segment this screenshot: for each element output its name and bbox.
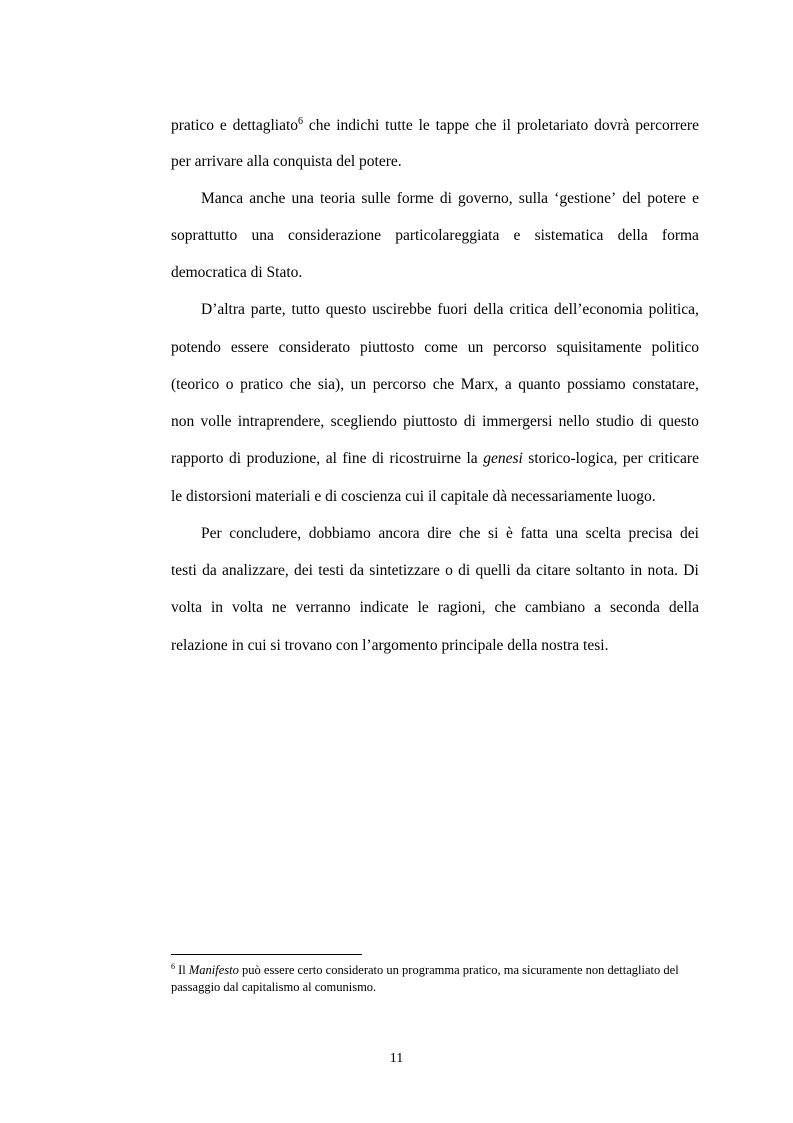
word: immergersi [482, 413, 553, 430]
word: teoria [319, 190, 356, 207]
word: Manca [201, 190, 244, 207]
word: percorso [372, 376, 427, 393]
word: studio [595, 413, 634, 430]
word: indichi [336, 117, 380, 134]
word: testi [318, 562, 345, 579]
word: che [458, 525, 481, 542]
word: di [463, 413, 476, 430]
text-line-5: democratica di Stato. [171, 264, 303, 281]
word: constatare, [632, 376, 699, 393]
footnote-line-2: passaggio dal capitalismo al comunismo. [171, 980, 377, 994]
word: sulle [361, 190, 391, 207]
word: ragioni, [437, 599, 486, 616]
word: il [502, 117, 511, 134]
text-line-7 [171, 338, 699, 358]
word: dei [679, 525, 699, 542]
word: citare [536, 562, 571, 579]
word: fuori [437, 301, 468, 318]
word: critica [509, 301, 549, 318]
word: sintetizzare [369, 562, 440, 579]
word: o [445, 562, 453, 579]
word: dobbiamo [308, 525, 371, 542]
word: percorrere [635, 117, 699, 134]
word-with-footnote [233, 116, 303, 136]
word: sulla [518, 190, 549, 207]
word: pratico [171, 117, 215, 134]
word: di [229, 450, 242, 467]
word: quanto [518, 376, 561, 393]
text-line-9 [171, 412, 699, 432]
word: in [210, 599, 224, 616]
word: piuttosto [360, 339, 415, 356]
word: dovrà [594, 117, 630, 134]
word: Marx, [460, 376, 499, 393]
word: squisitamente [556, 339, 642, 356]
word: e [692, 190, 699, 207]
word: produzione, [246, 450, 321, 467]
word: forma [661, 227, 699, 244]
text-line-15: relazione in cui si trovano con l’argomento principale della nostra tesi. [171, 637, 609, 654]
word: pratico [240, 376, 284, 393]
word: del [622, 190, 642, 207]
text-line-10 [171, 449, 699, 469]
word: ne [271, 599, 287, 616]
word: si [488, 525, 499, 542]
word: tutto [291, 301, 320, 318]
word: (teorico [171, 376, 220, 393]
text-line-8 [171, 375, 699, 395]
word: le [418, 117, 430, 134]
word: cambiano [524, 599, 586, 616]
word: non [171, 413, 195, 430]
word: politico [651, 339, 699, 356]
word: volta [171, 599, 202, 616]
text-line-14 [171, 598, 699, 618]
word: tappe [435, 117, 470, 134]
word: della [473, 301, 504, 318]
word: soprattutto [171, 227, 238, 244]
word: rapporto [171, 450, 224, 467]
word: seconda [609, 599, 660, 616]
word: scegliendo [330, 413, 397, 430]
word: considerazione [288, 227, 382, 244]
word: è [505, 525, 513, 542]
word: le [417, 599, 429, 616]
word: come [424, 339, 458, 356]
word: da [516, 562, 531, 579]
page-number: 11 [389, 1051, 404, 1066]
word: che [494, 599, 516, 616]
word: uscirebbe [372, 301, 432, 318]
word: la [466, 450, 478, 467]
word: di [439, 190, 452, 207]
word: tutte [385, 117, 413, 134]
word: dell’economia [554, 301, 643, 318]
word: verranno [295, 599, 351, 616]
text-line-1 [171, 116, 699, 136]
word: Per [201, 525, 222, 542]
text-line-6 [201, 300, 699, 320]
footnote-italic-title: Manifesto [188, 963, 239, 977]
word: che [308, 117, 331, 134]
word: da [349, 562, 364, 579]
word: da [202, 562, 217, 579]
word: un [350, 376, 367, 393]
text-line-12 [201, 524, 699, 544]
word: dei [294, 562, 313, 579]
word: ricostruirne [389, 450, 461, 467]
word: governo, [458, 190, 513, 207]
word: considerato [278, 339, 351, 356]
word: Di [683, 562, 699, 579]
word: essere [230, 339, 269, 356]
text-line-11: le distorsioni materiali e di coscienza cui il capitale dà necessariamente luogo. [171, 488, 656, 505]
word: questo [325, 301, 367, 318]
word: fatta [520, 525, 549, 542]
word: che [475, 117, 497, 134]
word: che [289, 376, 312, 393]
word: della [617, 227, 648, 244]
italic-word: genesi [483, 450, 523, 467]
word: particolareggiata [395, 227, 500, 244]
word: una [555, 525, 578, 542]
word: parte, [250, 301, 286, 318]
footnote-text: può essere certo considerato un programma pratico, ma sicuramente non dettagliato del [242, 963, 679, 977]
word: possiamo [567, 376, 626, 393]
word: politica, [648, 301, 699, 318]
word: sistematica [534, 227, 604, 244]
word: analizzare, [222, 562, 289, 579]
word: ‘gestione’ [554, 190, 617, 207]
text-line-13 [171, 561, 699, 581]
word: potere [647, 190, 686, 207]
word: nello [558, 413, 590, 430]
footnote-marker: 6 [171, 962, 175, 971]
word: potendo [171, 339, 221, 356]
word: quelli [475, 562, 511, 579]
word: scelta [585, 525, 621, 542]
word: volle [200, 413, 232, 430]
word: piuttosto [403, 413, 458, 430]
word: a [594, 599, 602, 616]
word: indicate [359, 599, 409, 616]
word: D’altra [201, 301, 245, 318]
word: criticare [648, 450, 699, 467]
word: dettagliato [232, 117, 299, 134]
word: al [325, 450, 337, 467]
word: sia), [317, 376, 345, 393]
word: in [630, 562, 643, 579]
footnote-separator [171, 954, 362, 955]
word: fine [342, 450, 367, 467]
word: volta [231, 599, 263, 616]
word: percorso [493, 339, 547, 356]
word: proletariato [516, 117, 589, 134]
word: di [640, 413, 653, 430]
word: o [225, 376, 234, 393]
word: per [622, 450, 643, 467]
text-line-2: per arrivare alla conquista del potere. [171, 153, 402, 170]
word: ancora [378, 525, 420, 542]
word: precisa [628, 525, 673, 542]
word: anche [249, 190, 286, 207]
word: concludere, [229, 525, 302, 542]
word: che [432, 376, 455, 393]
word: soltanto [575, 562, 625, 579]
text-line-4 [171, 226, 699, 246]
word: della [668, 599, 699, 616]
word: intraprendere, [237, 413, 325, 430]
word: e [219, 117, 227, 134]
word: a [504, 376, 512, 393]
text-line-3 [201, 189, 699, 209]
word: di [371, 450, 385, 467]
word: dire [427, 525, 452, 542]
word: di [458, 562, 471, 579]
word: storico-logica, [528, 450, 618, 467]
footnote-line-1 [171, 962, 719, 978]
word: testi [171, 562, 197, 579]
word: una [251, 227, 274, 244]
word: nota. [647, 562, 679, 579]
word: una [291, 190, 314, 207]
word: forme [396, 190, 434, 207]
footnote-ref[interactable]: 6 [298, 116, 304, 127]
word: questo [658, 413, 699, 430]
footnote-text: Il [178, 963, 186, 977]
word: e [513, 227, 521, 244]
word: un [467, 339, 484, 356]
